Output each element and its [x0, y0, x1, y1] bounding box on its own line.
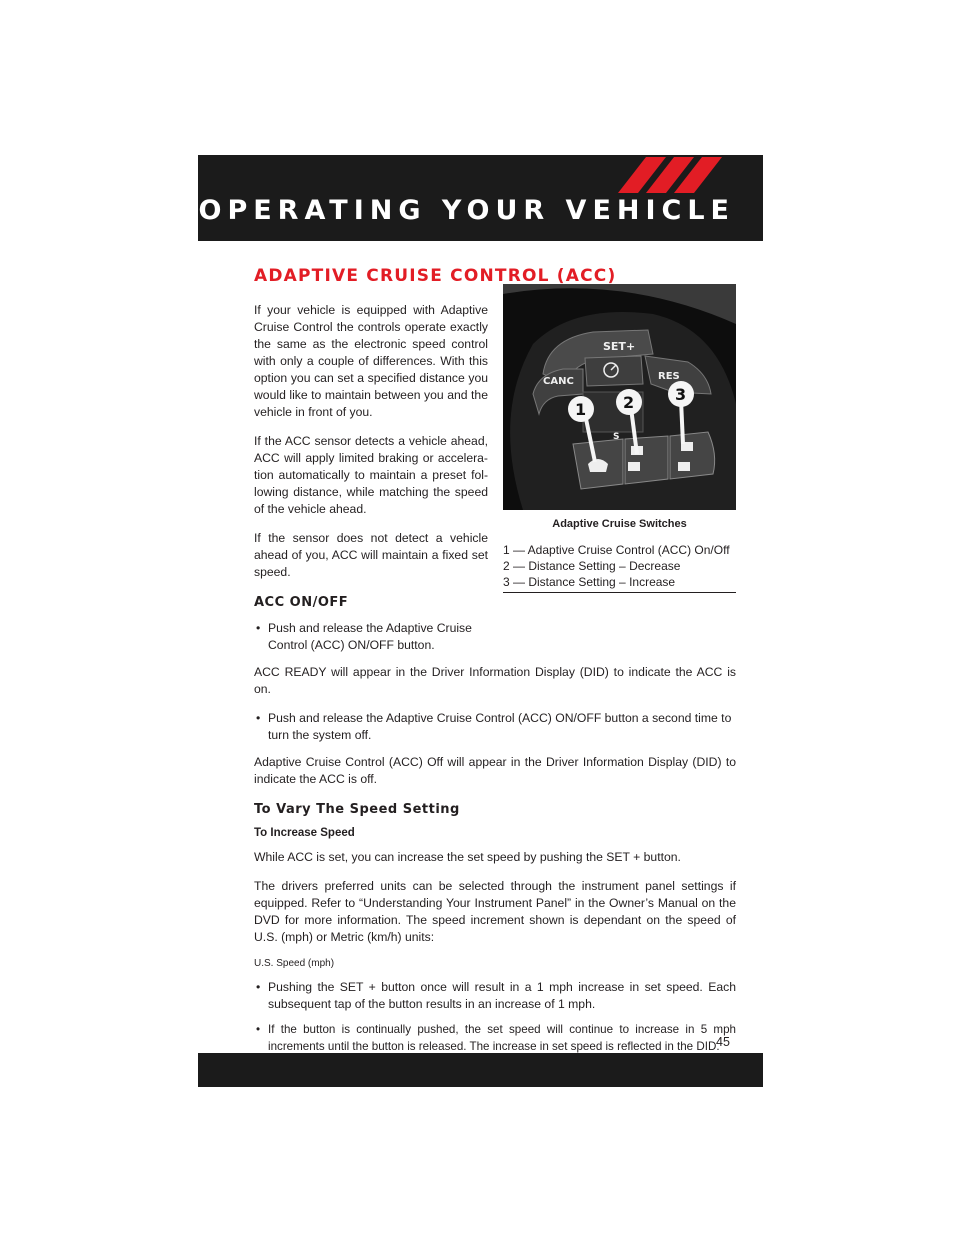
legend-item: 2 — Distance Setting – Decrease — [503, 559, 681, 573]
us-speed-list — [254, 979, 736, 1055]
callout-2: 2 — [623, 393, 635, 412]
racing-stripes-logo — [618, 157, 728, 193]
legend-item: 3 — Distance Setting – Increase — [503, 575, 676, 589]
header-band — [198, 155, 763, 241]
intro-paragraph: If the sensor does not detect a vehicle ahead of you, ACC will maintain a fixed set speed. — [254, 531, 488, 579]
intro-paragraph: If the ACC sensor detects a vehicle ahead, ACC will apply limited braking or accelera-tion automatically to maintain a preset fol-lowing distance, while matching the speed of the vehicle ahead. — [254, 434, 488, 516]
intro-column — [254, 302, 488, 664]
increase-speed-heading: To Increase Speed — [254, 827, 355, 839]
increase-speed-paragraph: While ACC is set, you can increase the set speed by pushing the SET + button. — [254, 850, 681, 864]
callout-1: 1 — [575, 400, 587, 419]
figure-caption: Adaptive Cruise Switches — [552, 518, 687, 530]
section-title: OPERATING YOUR VEHICLE — [198, 195, 735, 226]
page-number: 45 — [716, 1035, 730, 1049]
footer-band — [198, 1053, 763, 1087]
s-label: S — [613, 432, 620, 442]
list-item: • Push and release the Adaptive Cruise Control (ACC) ON/OFF button a second time to turn the system off. — [254, 710, 736, 744]
figure-legend — [503, 542, 736, 593]
page-title: ADAPTIVE CRUISE CONTROL (ACC) — [254, 266, 617, 286]
acc-onoff-list — [254, 620, 488, 654]
set-plus-label: SET+ — [603, 340, 636, 353]
list-item: • Pushing the SET + button once will result in a 1 mph increase in set speed. Each subsequent tap of the button results in an increase of 1 mph. — [254, 979, 736, 1013]
list-item: • Push and release the Adaptive Cruise Control (ACC) ON/OFF button. — [254, 620, 488, 654]
steering-wheel-switches-image — [503, 284, 736, 510]
callout-3: 3 — [675, 385, 687, 404]
intro-paragraph: If your vehicle is equipped with Adaptive Cruise Control the controls operate exactly the same as the electronic speed control with only a couple of differences. With this option you can set a specified distance you would like to maintain between you and the vehicle in front of you. — [254, 303, 488, 419]
units-paragraph: The drivers preferred units can be selected through the instrument panel settings if equipped. Refer to “Understanding Your Instrument Panel” in the Owner’s Manual on the DVD for more information. The speed increment shown is dependant on the speed of U.S. (mph) or Metric (km/h) units: — [254, 879, 736, 944]
res-label: RES — [658, 371, 680, 382]
adaptive-cruise-figure — [503, 284, 736, 593]
acc-off-list — [254, 710, 736, 744]
us-speed-heading: U.S. Speed (mph) — [254, 958, 335, 969]
list-item: • If the button is continually pushed, the set speed will continue to increase in 5 mph increments until the button is released. The increase in set speed is reflected in the DID. — [254, 1021, 736, 1055]
acc-onoff-heading: ACC ON/OFF — [254, 595, 349, 610]
acc-ready-paragraph: ACC READY will appear in the Driver Information Display (DID) to indicate the ACC is on. — [254, 665, 736, 696]
canc-label: CANC — [543, 376, 574, 387]
page-content — [254, 266, 736, 1065]
vary-speed-heading: To Vary The Speed Setting — [254, 802, 460, 817]
acc-off-paragraph: Adaptive Cruise Control (ACC) Off will appear in the Driver Information Display (DID) to indicate the ACC is off. — [254, 755, 736, 786]
legend-item: 1 — Adaptive Cruise Control (ACC) On/Off — [503, 543, 730, 557]
